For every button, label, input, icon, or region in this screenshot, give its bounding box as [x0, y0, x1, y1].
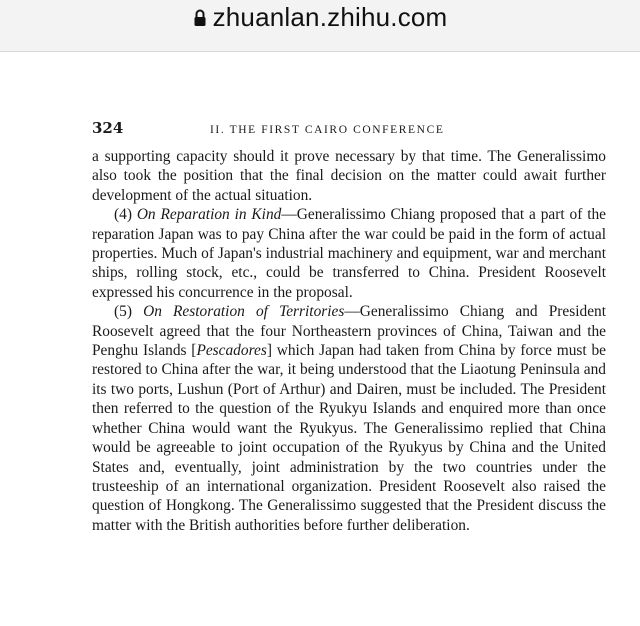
running-header [92, 119, 606, 141]
bracket-term: Pescadores [196, 342, 267, 360]
paragraph-text: —Generalissimo Chiang and President Roosevelt agreed that the four Northeastern provinces of China, Taiwan and the Penghu Islands [ [92, 303, 606, 360]
article-content [0, 53, 640, 626]
lock-icon [193, 8, 207, 28]
paragraph-text: ] which Japan had taken from China by force must be restored to China after the war, it being understood that the Liaotung Peninsula and its two ports, Lushun (Port of Arthur) and Dairen, must be included. The President then referred to the question of the Ryukyu Islands and enquired more than once whether China would want the Ryukyus. The Generalissimo replied that China would be agreeable to joint occupation of the Ryukyus by China and the United States and, eventually, joint administration by the two countries under the trusteeship of an international organization. President Roosevelt also raised the question of Hongkong. The Generalissimo suggested that the President discuss the matter with the British authorities before further deliberation. [92, 342, 606, 534]
url-text: zhuanlan.zhihu.com [212, 2, 448, 32]
section-heading: On Reparation in Kind [136, 206, 282, 224]
paragraph-continuation: a supporting capacity should it prove necessary by that time. The Generalissimo also took the position that the final decision on the matter could await further development of the actual situation. [92, 148, 606, 204]
body-text [92, 147, 606, 535]
browser-address-bar[interactable] [0, 0, 640, 52]
chapter-title: II. THE FIRST CAIRO CONFERENCE [210, 124, 445, 136]
scanned-book-page [92, 119, 606, 535]
item-number: (4) [114, 206, 137, 224]
paragraph-territories [92, 302, 606, 535]
page-number: 324 [92, 119, 124, 137]
section-heading: On Restoration of Territories [143, 303, 345, 321]
paragraph-text: —Generalissimo Chiang proposed that a part of the reparation Japan was to pay China after the war could be paid in the form of actual properties. Much of Japan's industrial machinery and equipment, war and merchant ships, rolling stock, etc., could be transferred to China. President Roosevelt expressed his concurrence in the proposal. [92, 206, 606, 301]
paragraph-reparation [92, 205, 606, 302]
url-display[interactable] [193, 2, 448, 33]
item-number: (5) [114, 303, 144, 321]
